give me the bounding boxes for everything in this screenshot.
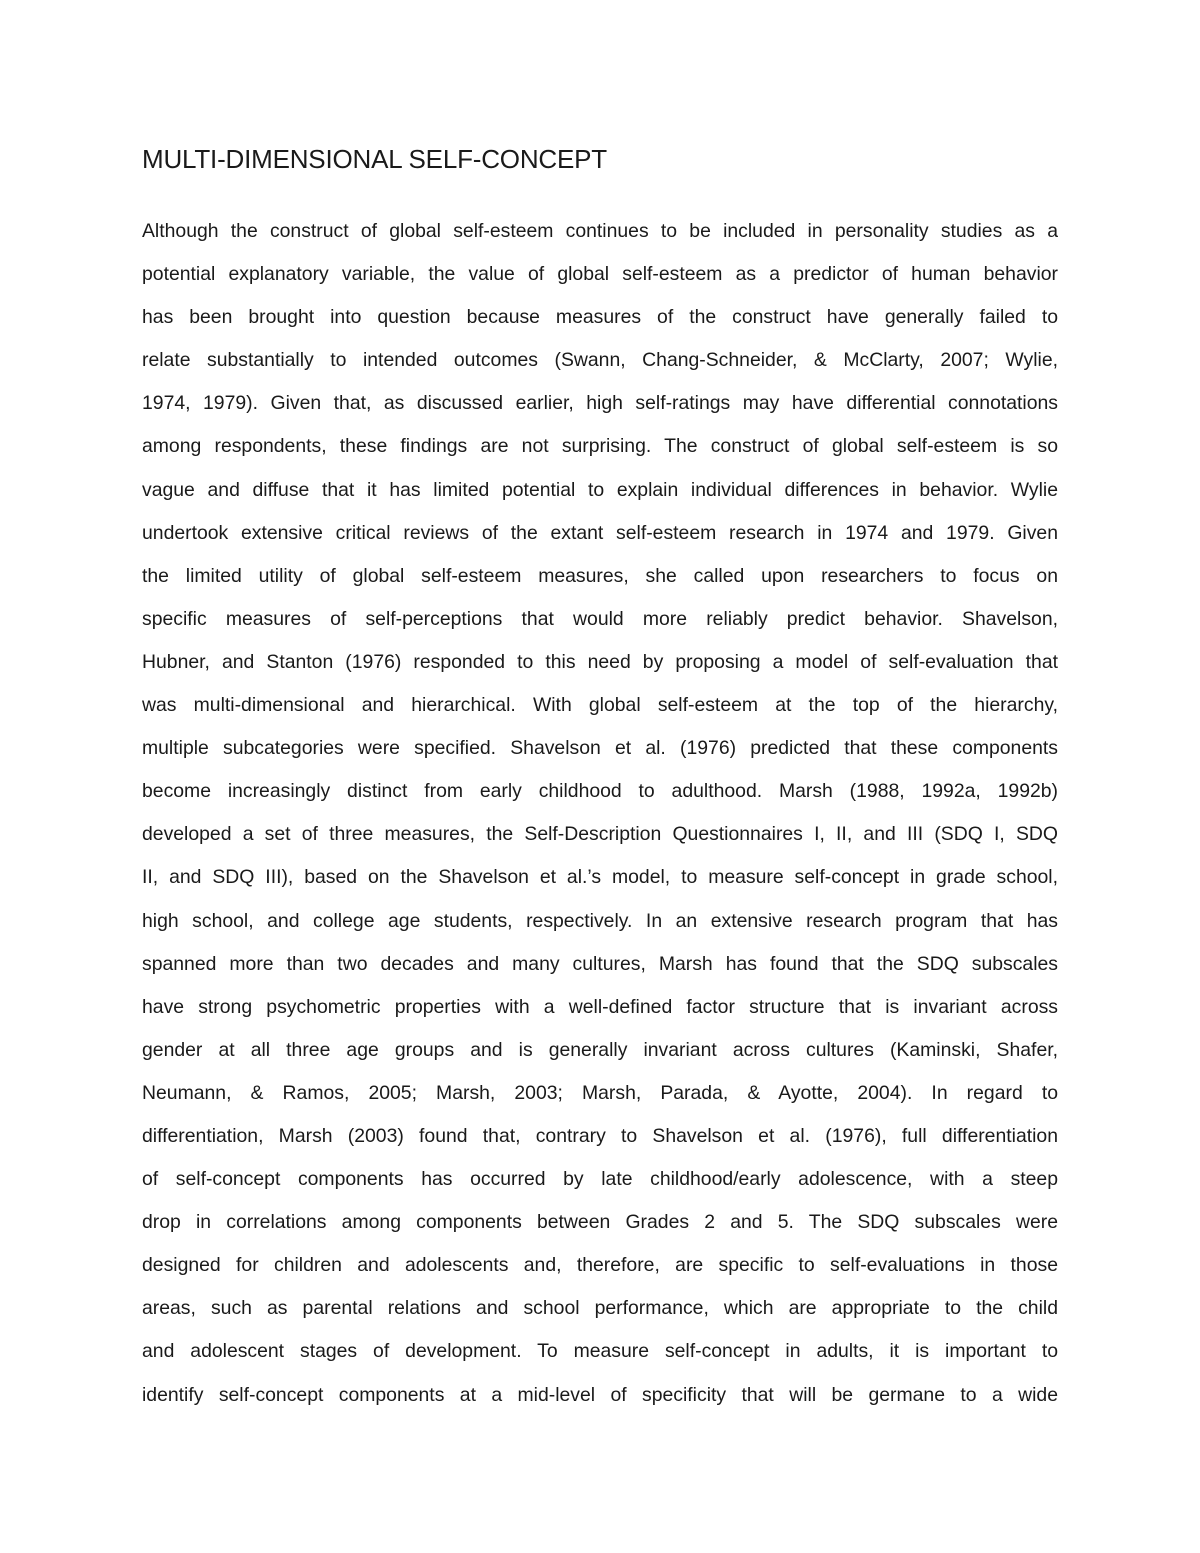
paragraph-line: 1974, 1979). Given that, as discussed earlier, high self-ratings may have differential connotations [142,392,1058,415]
paragraph-line: developed a set of three measures, the Self-Description Questionnaires I, II, and III (SDQ I, SDQ [142,823,1058,846]
paragraph-line: gender at all three age groups and is generally invariant across cultures (Kaminski, Shafer, [142,1038,1058,1061]
paragraph-line: Hubner, and Stanton (1976) responded to this need by proposing a model of self-evaluation that [142,650,1058,673]
paragraph-line: relate substantially to intended outcomes (Swann, Chang-Schneider, & McClarty, 2007; Wylie, [142,349,1058,372]
paragraph-line: spanned more than two decades and many cultures, Marsh has found that the SDQ subscales [142,952,1058,975]
paragraph-line: designed for children and adolescents and, therefore, are specific to self-evaluations in those [142,1254,1058,1277]
paragraph-line: undertook extensive critical reviews of the extant self-esteem research in 1974 and 1979. Given [142,521,1058,544]
paragraph-line: and adolescent stages of development. To measure self-concept in adults, it is important to [142,1340,1058,1363]
paragraph-line: specific measures of self-perceptions that would more reliably predict behavior. Shavelson, [142,607,1058,630]
paragraph-line: Although the construct of global self-esteem continues to be included in personality studies as a [142,220,1058,242]
paragraph-line: identify self-concept components at a mid-level of specificity that will be germane to a wide [142,1383,1058,1406]
paragraph-line: among respondents, these findings are not surprising. The construct of global self-esteem is so [142,435,1058,458]
body-paragraph [142,210,1058,1417]
paragraph-line: II, and SDQ III), based on the Shavelson et al.’s model, to measure self-concept in grade school, [142,866,1058,889]
paragraph-line: multiple subcategories were specified. Shavelson et al. (1976) predicted that these components [142,737,1058,760]
paragraph-line: vague and diffuse that it has limited potential to explain individual differences in behavior. Wylie [142,478,1058,501]
paragraph-line: has been brought into question because measures of the construct have generally failed to [142,306,1058,329]
paragraph-line: areas, such as parental relations and school performance, which are appropriate to the child [142,1297,1058,1320]
paragraph-line: of self-concept components has occurred by late childhood/early adolescence, with a steep [142,1168,1058,1191]
paragraph-line: have strong psychometric properties with a well-defined factor structure that is invariant across [142,995,1058,1018]
paragraph-line: the limited utility of global self-esteem measures, she called upon researchers to focus on [142,564,1058,587]
paragraph-line: drop in correlations among components between Grades 2 and 5. The SDQ subscales were [142,1211,1058,1234]
paragraph-line: differentiation, Marsh (2003) found that, contrary to Shavelson et al. (1976), full differentiation [142,1124,1058,1147]
paragraph-line: high school, and college age students, respectively. In an extensive research program that has [142,909,1058,932]
document-heading: MULTI-DIMENSIONAL SELF-CONCEPT [142,144,607,174]
paragraph-line: potential explanatory variable, the value of global self-esteem as a predictor of human behavior [142,263,1058,286]
paragraph-line: was multi-dimensional and hierarchical. With global self-esteem at the top of the hierarchy, [142,694,1058,717]
paragraph-line: become increasingly distinct from early childhood to adulthood. Marsh (1988, 1992a, 1992b) [142,780,1058,803]
paragraph-line: Neumann, & Ramos, 2005; Marsh, 2003; Marsh, Parada, & Ayotte, 2004). In regard to [142,1081,1058,1104]
